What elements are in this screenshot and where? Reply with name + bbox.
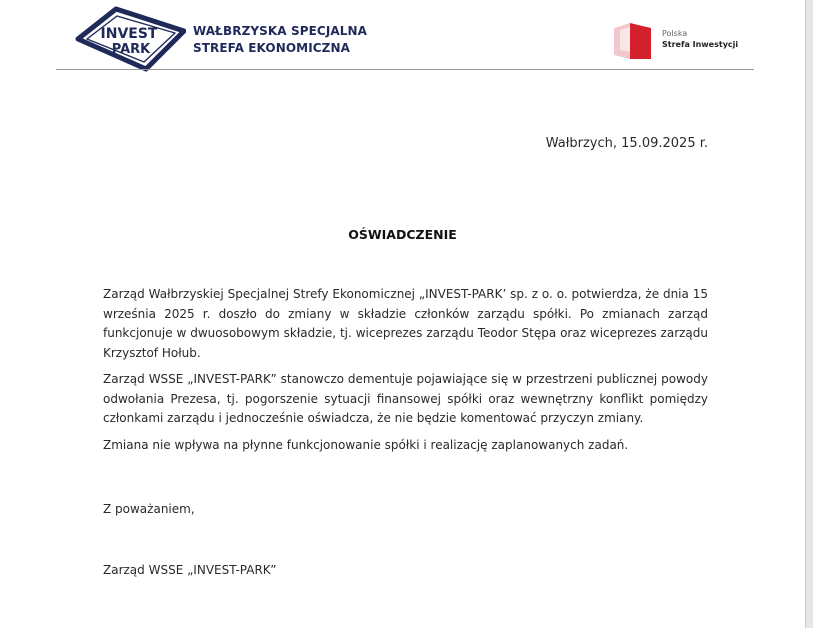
polska-strefa-inwestycji-logo	[611, 19, 655, 63]
body-paragraph-2: Zarząd WSSE „INVEST-PARK” stanowczo dementuje pojawiające się w przestrzeni publicznej powody odwołania Prezesa, tj. pogorszenie sytuacji finansowej spółki oraz wewnętrzny konflikt pomiędzy członkami zarządu i jednocześnie oświadcza, że nie będzie komentować przyczyn zmiany.	[103, 372, 708, 425]
psi-logo-text	[662, 28, 738, 50]
body-paragraph-1: Zarząd Wałbrzyskiej Specjalnej Strefy Ekonomicznej „INVEST-PARK’ sp. z o. o. potwierdza, że dnia 15 września 2025 r. doszło do zmiany w składzie członków zarządu spółki. Po zmianach zarząd funkcjonuje w dwuosobowym składzie, tj. wiceprezes zarządu Teodor Stępa oraz wiceprezes zarządu Krzysztof Hołub.	[103, 287, 708, 360]
document-title: OŚWIADCZENIE	[348, 227, 457, 242]
invest-park-logo	[74, 6, 186, 72]
psi-logo-line2: Strefa Inwestycji	[662, 40, 739, 49]
organization-name	[193, 23, 367, 57]
header-divider	[56, 69, 754, 70]
organization-name-line1: WAŁBRZYSKA SPECJALNA	[193, 24, 368, 38]
signature: Zarząd WSSE „INVEST-PARK”	[103, 563, 277, 577]
psi-logo-line1: Polska	[662, 29, 688, 38]
document-body	[103, 285, 708, 462]
logo-text-invest: INVEST	[100, 26, 158, 42]
logo-text-park: PARK	[111, 42, 151, 57]
place-and-date: Wałbrzych, 15.09.2025 r.	[545, 136, 708, 151]
closing-phrase: Z poważaniem,	[103, 502, 195, 516]
organization-name-line2: STREFA EKONOMICZNA	[193, 41, 350, 55]
body-paragraph-3: Zmiana nie wpływa na płynne funkcjonowanie spółki i realizację zaplanowanych zadań.	[103, 437, 629, 452]
